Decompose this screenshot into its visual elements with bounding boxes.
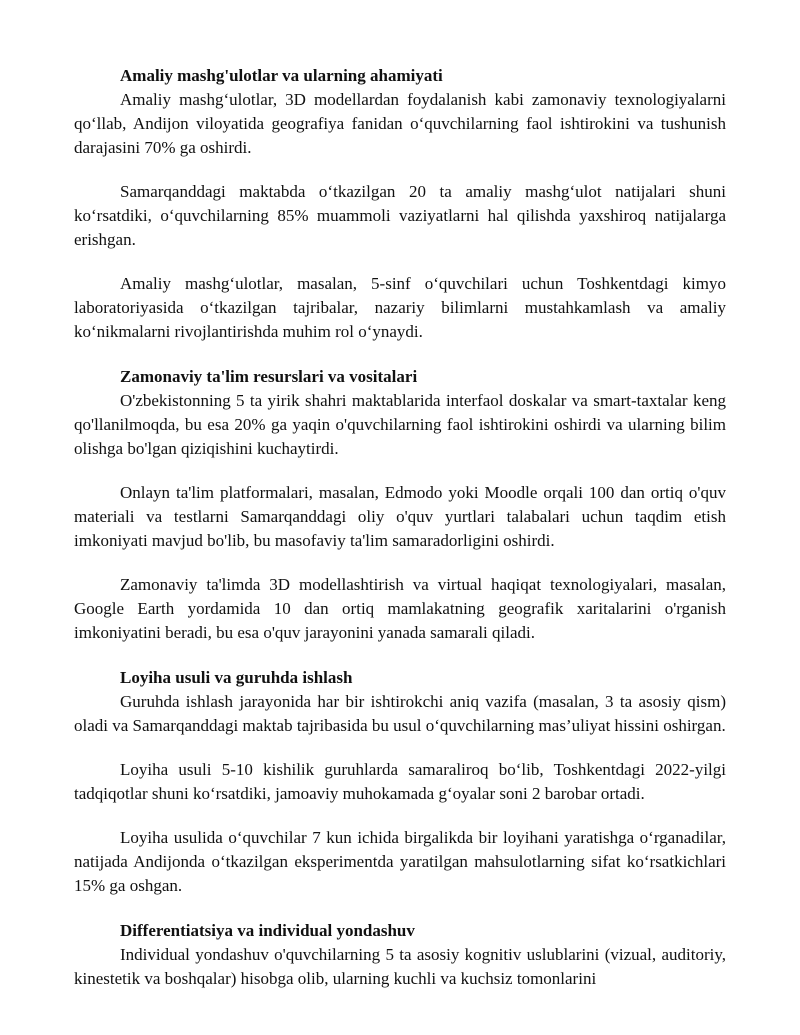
paragraph: Zamonaviy ta'limda 3D modellashtirish va virtual haqiqat texnologiyalari, masalan, Google Earth yordamida 10 dan ortiq mamlakatning geografik xaritalarini o'rganish imkoniyatini beradi, bu esa o'quv jarayonini yanada samarali qiladi. — [74, 575, 726, 642]
section-modern-resources — [74, 365, 726, 645]
section-differentiation — [74, 919, 726, 991]
paragraph: Guruhda ishlash jarayonida har bir ishtirokchi aniq vazifa (masalan, 3 ta asosiy qism) oladi va Samarqanddagi maktab tajribasida bu usul o‘quvchilarning mas’uliyat hissini oshirgan. — [74, 692, 726, 735]
document-page — [74, 64, 726, 991]
section-heading: Zamonaviy ta'lim resurslari va vositalari — [120, 367, 418, 386]
section-practical-lessons — [74, 64, 726, 344]
paragraph: O'zbekistonning 5 ta yirik shahri maktablarida interfaol doskalar va smart-taxtalar keng qo'llanilmoqda, bu esa 20% ga yaqin o'quvchilarning faol ishtirokini oshirdi va ularning bilim olishga bo'lgan qiziqishini kuchaytirdi. — [74, 391, 726, 458]
paragraph: Loyiha usuli 5-10 kishilik guruhlarda samaraliroq bo‘lib, Toshkentdagi 2022-yilgi tadqiqotlar shuni ko‘rsatdiki, jamoaviy muhokamada g‘oyalar soni 2 barobar ortadi. — [74, 760, 726, 803]
paragraph: Individual yondashuv o'quvchilarning 5 ta asosiy kognitiv uslublarini (vizual, auditoriy, kinestetik va boshqalar) hisobga olib, ularning kuchli va kuchsiz tomonlarini — [74, 945, 726, 988]
paragraph: Onlayn ta'lim platformalari, masalan, Edmodo yoki Moodle orqali 100 dan ortiq o'quv materiali va testlarni Samarqanddagi oliy o'quv yurtlari talabalari uchun taqdim etish imkoniyati mavjud bo'lib, bu masofaviy ta'lim samaradorligini oshirdi. — [74, 483, 726, 550]
section-heading: Loyiha usuli va guruhda ishlash — [120, 668, 353, 687]
section-heading: Differentiatsiya va individual yondashuv — [120, 921, 415, 940]
paragraph: Loyiha usulida o‘quvchilar 7 kun ichida birgalikda bir loyihani yaratishga o‘rganadilar, natijada Andijonda o‘tkazilgan eksperimentda yaratilgan mahsulotlarning sifat ko‘rsatkichlari 15% ga oshgan. — [74, 828, 726, 895]
paragraph: Amaliy mashg‘ulotlar, 3D modellardan foydalanish kabi zamonaviy texnologiyalarni qo‘llab, Andijon viloyatida geografiya fanidan o‘quvchilarning faol ishtirokini va tushunish darajasini 70% ga oshirdi. — [74, 90, 726, 157]
paragraph: Samarqanddagi maktabda o‘tkazilgan 20 ta amaliy mashg‘ulot natijalari shuni ko‘rsatdiki, o‘quvchilarning 85% muammoli vaziyatlarni hal qilishda yaxshiroq natijalarga erishgan. — [74, 182, 726, 249]
section-project-method — [74, 666, 726, 898]
paragraph: Amaliy mashg‘ulotlar, masalan, 5-sinf o‘quvchilari uchun Toshkentdagi kimyo laboratoriyasida o‘tkazilgan tajribalar, nazariy bilimlarni mustahkamlash va amaliy ko‘nikmalarni rivojlantirishda muhim rol o‘ynaydi. — [74, 274, 726, 341]
section-heading: Amaliy mashg'ulotlar va ularning ahamiyati — [120, 66, 443, 85]
